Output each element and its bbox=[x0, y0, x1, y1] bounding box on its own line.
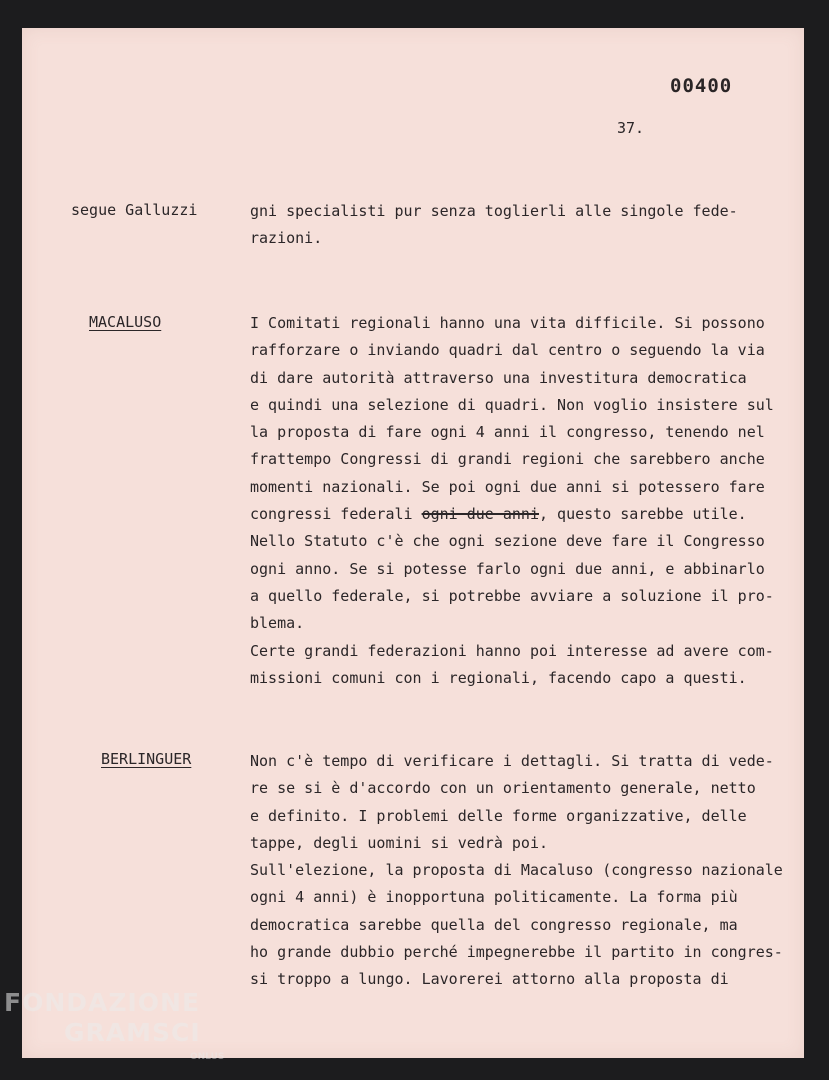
struck-text: ogni due anni bbox=[421, 505, 539, 524]
text-line: democratica sarebbe quella del congresso regionale, ma bbox=[250, 915, 738, 934]
text-line: ogni anno. Se si potesse farlo ogni due anni, e abbinarlo bbox=[250, 559, 765, 578]
speaker-label-berlinguer: BERLINGUER bbox=[101, 750, 192, 768]
text-line: frattempo Congressi di grandi regioni che sarebbero anche bbox=[250, 450, 765, 469]
speaker-label-macaluso: MACALUSO bbox=[89, 313, 162, 331]
text-line: Non c'è tempo di verificare i dettagli. Si tratta di vede- bbox=[250, 752, 774, 770]
page-number: 37. bbox=[617, 119, 645, 137]
speech-galluzzi bbox=[250, 198, 738, 253]
text-line: Nello Statuto c'è che ogni sezione deve fare il Congresso bbox=[250, 532, 765, 551]
text-line: gni specialisti pur senza toglierli alle singole fede- bbox=[250, 202, 738, 220]
archive-watermark-logo bbox=[4, 988, 224, 1072]
text-line: e definito. I problemi delle forme organizzative, delle bbox=[250, 806, 747, 825]
text-line: la proposta di fare ogni 4 anni il congresso, tenendo nel bbox=[250, 423, 765, 442]
text-line: blema. bbox=[250, 614, 305, 633]
watermark-line: FONDAZIONE bbox=[4, 988, 201, 1017]
text-line: Certe grandi federazioni hanno poi interesse ad avere com- bbox=[250, 641, 774, 660]
text-line: razioni. bbox=[250, 229, 323, 248]
text-line: di dare autorità attraverso una investitura democratica bbox=[250, 368, 747, 387]
text-segment: congressi federali bbox=[250, 505, 413, 524]
watermark-line: ONLUS bbox=[190, 1052, 225, 1062]
text-line: e quindi una selezione di quadri. Non voglio insistere sul bbox=[250, 395, 774, 414]
text-line: re se si è d'accordo con un orientamento generale, netto bbox=[250, 779, 756, 798]
watermark-line: GRAMSCI bbox=[64, 1018, 201, 1047]
text-line: I Comitati regionali hanno una vita difficile. Si possono bbox=[250, 314, 765, 332]
text-line: ho grande dubbio perché impegnerebbe il partito in congres- bbox=[250, 943, 783, 962]
speech-berlinguer bbox=[250, 748, 783, 994]
text-line: missioni comuni con i regionali, facendo capo a questi. bbox=[250, 668, 747, 687]
text-line: si troppo a lungo. Lavorerei attorno alla proposta di bbox=[250, 970, 729, 989]
text-line bbox=[250, 501, 774, 528]
text-line: tappe, degli uomini si vedrà poi. bbox=[250, 833, 549, 852]
text-line: momenti nazionali. Se poi ogni due anni si potessero fare bbox=[250, 477, 765, 496]
speech-macaluso bbox=[250, 310, 774, 692]
text-line: ogni 4 anni) è inopportuna politicamente. La forma più bbox=[250, 888, 738, 907]
document-number: 00400 bbox=[670, 75, 733, 97]
text-line: Sull'elezione, la proposta di Macaluso (congresso nazionale bbox=[250, 861, 783, 880]
text-line: a quello federale, si potrebbe avviare a soluzione il pro- bbox=[250, 586, 774, 605]
bleed-through-text bbox=[60, 215, 68, 230]
text-segment: , questo sarebbe utile. bbox=[539, 505, 747, 524]
speaker-label-galluzzi: segue Galluzzi bbox=[71, 201, 198, 219]
text-line: rafforzare o inviando quadri dal centro o seguendo la via bbox=[250, 341, 765, 360]
